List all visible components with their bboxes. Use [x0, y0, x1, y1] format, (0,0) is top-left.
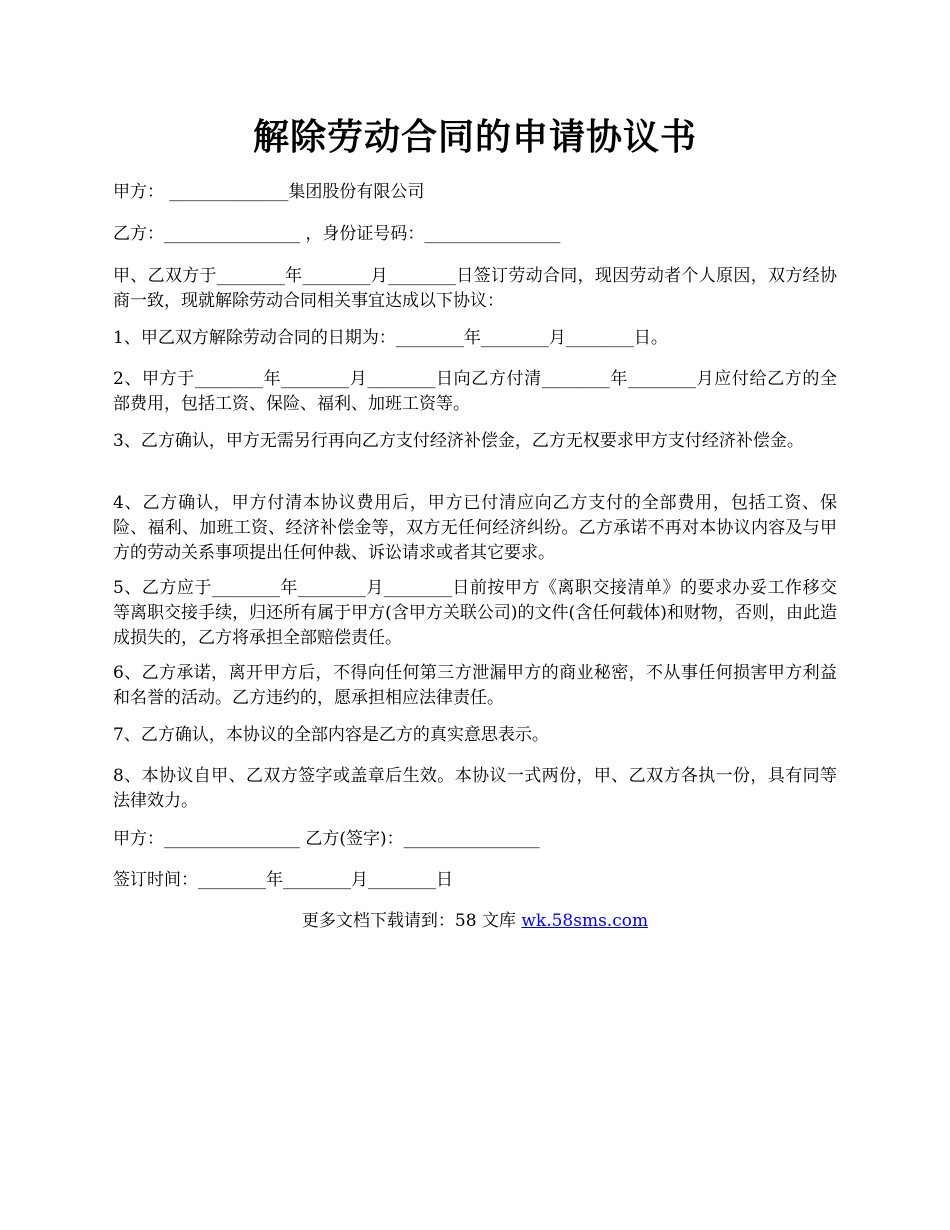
clause-5: 5、乙方应于________年________月________日前按甲方《离职交接清单》的要求办妥工作移交等离职交接手续，归还所有属于甲方(含甲方关联公司)的文件(含任何载体)和财物，否则，由此造成损失的，乙方将承担全部赔偿责任。	[113, 578, 837, 648]
clause-2: 2、甲方于________年________月________日向乙方付清________年________月应付给乙方的全部费用，包括工资、保险、福利、加班工资等。	[113, 369, 837, 414]
clause-7: 7、乙方确认，本协议的全部内容是乙方的真实意思表示。	[113, 725, 549, 745]
clause-8: 8、本协议自甲、乙双方签字或盖章后生效。本协议一式两份，甲、乙双方各执一份，具有同等法律效力。	[113, 766, 837, 811]
footer-link[interactable]: wk.58sms.com	[521, 911, 649, 931]
signature-line: 甲方：________________ 乙方(签字)：________________	[113, 829, 540, 849]
party-a-line: 甲方： ______________集团股份有限公司	[113, 182, 425, 202]
clause-3: 3、乙方确认，甲方无需另行再向乙方支付经济补偿金，乙方无权要求甲方支付经济补偿金。	[113, 431, 804, 451]
clause-6: 6、乙方承诺，离开甲方后，不得向任何第三方泄漏甲方的商业秘密，不从事任何损害甲方利益和名誉的活动。乙方违约的，愿承担相应法律责任。	[113, 663, 837, 708]
sign-date-line: 签订时间：________年________月________日	[113, 870, 453, 890]
party-b-line: 乙方：________________ ，身份证号码：________________	[113, 224, 561, 244]
document-title: 解除劳动合同的申请协议书	[252, 116, 697, 158]
clause-1: 1、甲乙双方解除劳动合同的日期为：________年________月________日。	[113, 328, 668, 348]
footer-text: 更多文档下载请到：58 文库	[301, 911, 522, 931]
footer	[0, 909, 950, 934]
intro-paragraph: 甲、乙双方于________年________月________日签订劳动合同，现因劳动者个人原因，双方经协商一致，现就解除劳动合同相关事宜达成以下协议：	[113, 266, 837, 311]
clause-4: 4、乙方确认，甲方付清本协议费用后，甲方已付清应向乙方支付的全部费用，包括工资、保险、福利、加班工资、经济补偿金等，双方无任何经济纠纷。乙方承诺不再对本协议内容及与甲方的劳动关系事项提出任何仲裁、诉讼请求或者其它要求。	[113, 493, 837, 563]
